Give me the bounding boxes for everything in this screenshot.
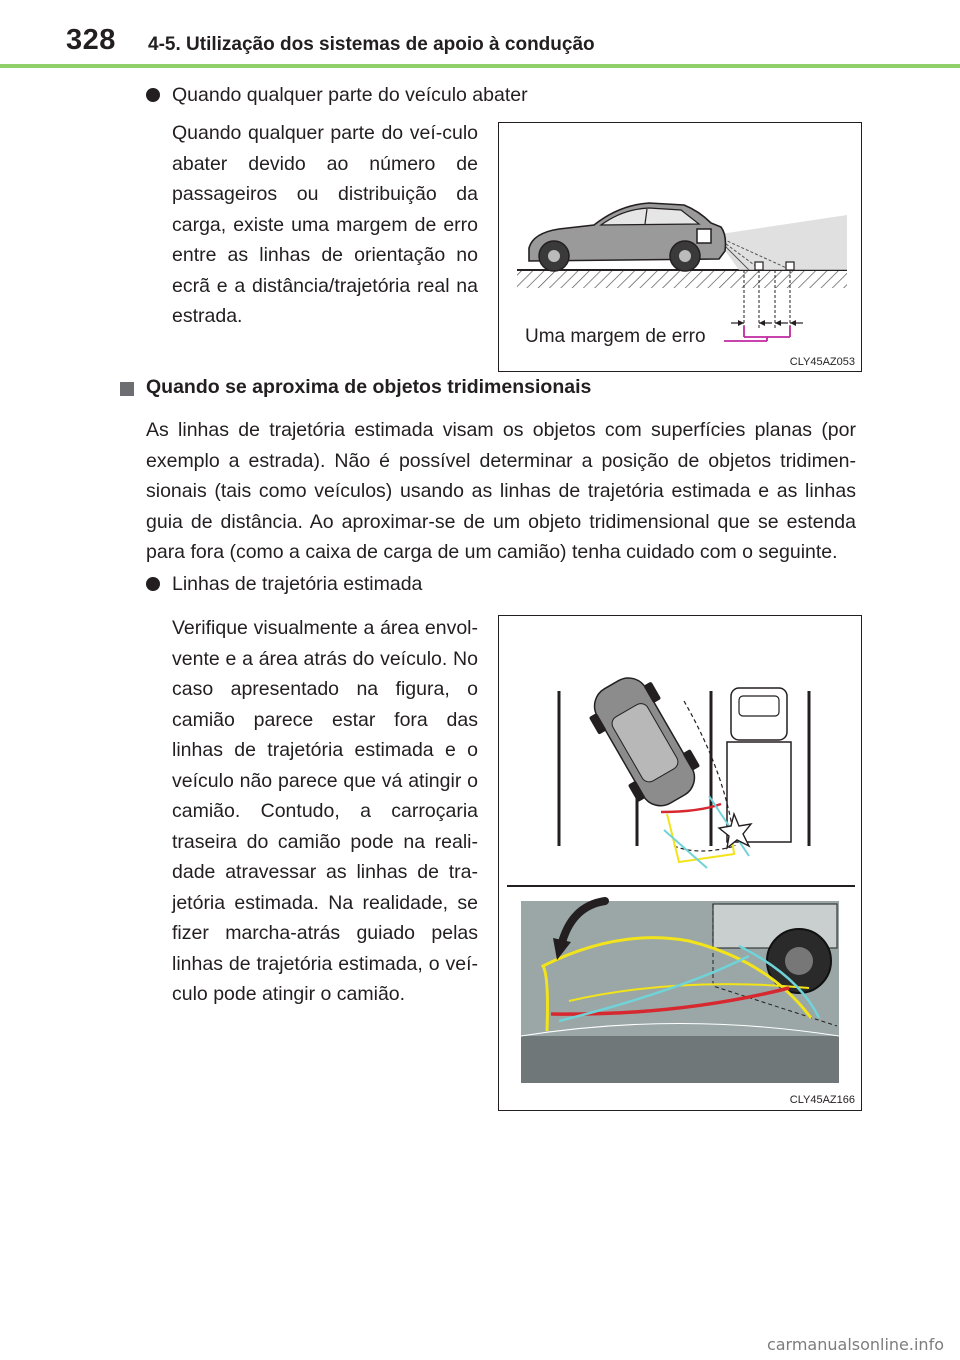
bullet-item-sag xyxy=(146,80,528,110)
figure-label-margin: Uma margem de erro xyxy=(525,326,706,347)
page-header xyxy=(0,0,960,70)
bullet-dot-icon xyxy=(146,577,160,591)
figure-code: CLY45AZ166 xyxy=(789,1094,855,1106)
camera-screen-view xyxy=(521,901,839,1083)
figure-sag-margin xyxy=(498,122,862,372)
header-rule xyxy=(0,64,960,68)
bullet-item-trajectory xyxy=(146,569,422,599)
ground-hatch xyxy=(517,270,847,288)
watermark: carmanualsonline.info xyxy=(766,1335,944,1354)
trajectory-paragraph: Verifique visualmente a área envol-vente e a área atrás do veículo. No caso apresentado na figura, o camião parece estar fora das linhas de trajetória estimada e o veículo não parece que vá atingir o camião. Contudo, a carroçaria traseira do camião pode na reali-dade atravessar as linhas de tra-jetória estimada. Na realidade, se fizer marcha-atrás guiado pelas linhas de trajetória estimada, o veí-culo pode atingir o camião. xyxy=(172,617,478,1005)
bullet-dot-icon xyxy=(146,88,160,102)
margin-bracket xyxy=(724,326,790,341)
sagging-car xyxy=(529,203,726,271)
chapter-title: 4-5. Utilização dos sistemas de apoio à condução xyxy=(148,34,595,55)
bullet-text: Linhas de trajetória estimada xyxy=(172,573,423,595)
sag-paragraph: Quando qualquer parte do veí-culo abater devido ao número de passageiros ou distribuição da carga, existe uma margem de erro entre as linhas de orientação no ecrã e a distância/trajetória real na estrada. xyxy=(172,122,478,327)
page-number: 328 xyxy=(66,24,116,56)
section-square-icon xyxy=(120,382,134,396)
camera-icon xyxy=(697,229,711,243)
camera-view-area xyxy=(714,215,847,270)
figure-truck-warning xyxy=(498,615,862,1111)
section-heading: Quando se aproxima de objetos tridimensionais xyxy=(146,376,592,398)
figure-code: CLY45AZ053 xyxy=(789,356,855,368)
reversing-car xyxy=(580,667,708,817)
truck-illustration xyxy=(499,616,861,1110)
three-d-paragraph: As linhas de trajetória estimada visam os objetos com superfícies planas (por exemplo a estrada). Não é possível determinar a posição de objetos tridimen-sionais (tais como veículos) usando as linhas de trajetória estimada e as linhas guia de distância. Ao aproximar-se de um objeto tridimensional que se estenda para fora (como a caixa de carga de um camião) tenha cuidado com o seguinte. xyxy=(146,419,856,563)
bullet-text: Quando qualquer parte do veículo abater xyxy=(172,84,528,106)
top-down-view xyxy=(559,667,809,868)
